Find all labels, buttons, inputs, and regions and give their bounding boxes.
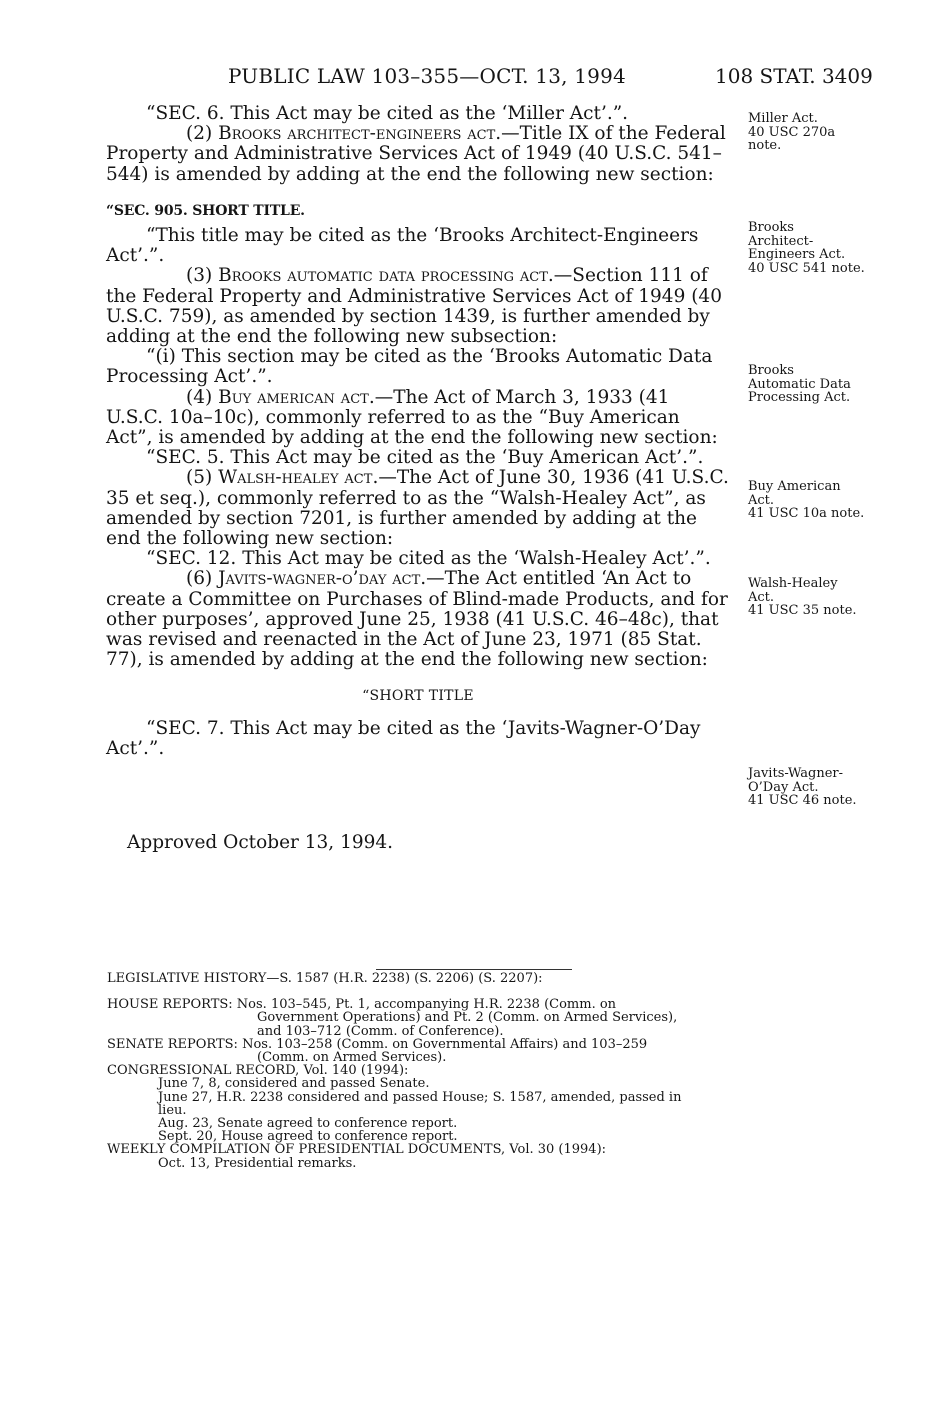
walsh-healey-section: “SEC. 12. This Act may be cited as the ‘Walsh-Healey Act’.”. [146, 548, 711, 570]
margin-note-line: note. [748, 138, 782, 153]
congressional-record-entry: June 27, H.R. 2238 considered and passed House; S. 1587, amended, passed in [158, 1089, 682, 1105]
sec-905-text: “This title may be cited as the ‘Brooks Architect-Engineers Act’.”. [106, 225, 699, 267]
brooks-ae-paragraph [106, 124, 730, 185]
buy-american-paragraph [106, 388, 730, 449]
senate-reports-line: SENATE REPORTS: Nos. 103–258 (Comm. on Governmental Affairs) and 103–259 [107, 1036, 648, 1052]
margin-note-line: Javits-Wagner- [748, 766, 844, 781]
miller-act-section: “SEC. 6. This Act may be cited as the ‘Miller Act’.”. [146, 103, 629, 124]
statute-body [106, 104, 730, 759]
margin-note-line: 40 USC 270a [748, 124, 836, 140]
margin-note-line: O’Day Act. [748, 779, 819, 795]
paragraph-text: .—The Act entitled ‘An Act to create a Committee on Purchases of Blind-made Products, and for other purposes’, approved June 25, 1938 (41 U.S.C. 46–48c), that was revised and reenacted in the Act of June 23, 1971 (85 Stat. 77), is amended by adding at the end the following new section: [106, 568, 728, 671]
margin-note-line: Brooks [748, 220, 794, 235]
running-head-title: PUBLIC LAW 103–355—OCT. 13, 1994 [228, 64, 626, 88]
margin-note-miller [748, 112, 898, 153]
legislative-history-title: LEGISLATIVE HISTORY—S. 1587 (H.R. 2238) (S. 2206) (S. 2207): [107, 971, 543, 986]
paragraph-number: (4) [186, 386, 219, 408]
brooks-adp-paragraph [106, 266, 730, 347]
margin-note-brooks-ae [748, 221, 898, 275]
margin-note-walsh-healey [748, 577, 898, 618]
paragraph-number: (3) [186, 265, 219, 287]
short-title-heading: “SHORT TITLE [362, 688, 474, 705]
legislative-history [107, 972, 747, 1170]
walsh-healey-paragraph [106, 468, 730, 549]
paragraph-text: .—Section 111 of the Federal Property and Administrative Services Act of 1949 (40 U.S.C. 759), as amended by section 1439, is further amended by adding at the end the following new subsection: [106, 265, 722, 348]
congressional-record-entry: Aug. 23, Senate agreed to conference report. [158, 1116, 458, 1132]
paragraph-number: (6) [186, 568, 219, 590]
javits-paragraph [106, 569, 730, 670]
congressional-record-entry: lieu. [158, 1102, 187, 1118]
weekly-compilation-line: WEEKLY COMPILATION OF PRESIDENTIAL DOCUMENTS, Vol. 30 (1994): [107, 1142, 607, 1158]
paragraph-text: .—The Act of June 30, 1936 (41 U.S.C. 35 et seq.), commonly referred to as the “Walsh-Healey Act”, as amended by section 7201, is further amended by adding at the end the following new section: [106, 467, 729, 550]
paragraph-heading: Brooks architect-engineers act [218, 123, 496, 145]
paragraph-heading: Buy american act [218, 386, 369, 408]
paragraph-heading: Brooks automatic data processing act [218, 265, 548, 287]
margin-note-brooks-adp [748, 364, 898, 405]
congressional-record-line: CONGRESSIONAL RECORD, Vol. 140 (1994): [107, 1063, 409, 1079]
margin-note-line: 41 USC 46 note. [748, 793, 857, 808]
paragraph-number: (5) [186, 467, 219, 489]
buy-american-section: “SEC. 5. This Act may be cited as the ‘Buy American Act’.”. [146, 447, 704, 469]
paragraph-text: .—The Act of March 3, 1933 (41 U.S.C. 10a–10c), commonly referred to as the “Buy American Act”, is amended by adding at the end the following new section: [106, 386, 718, 449]
margin-note-line: Architect- [748, 233, 814, 249]
congressional-record-entry: June 7, 8, considered and passed Senate. [158, 1076, 430, 1092]
footnote-rule [376, 969, 572, 970]
margin-note-line: Buy American [748, 479, 841, 494]
congressional-record-entry: Sept. 20, House agreed to conference report. [158, 1129, 458, 1145]
margin-note-line: Automatic Data [748, 376, 851, 392]
margin-note-line: Miller Act. [748, 111, 818, 126]
margin-note-line: Walsh-Healey [748, 576, 838, 591]
paragraph-number: (2) [186, 123, 219, 145]
margin-note-line: 41 USC 35 note. [748, 603, 857, 618]
margin-note-line: 41 USC 10a note. [748, 506, 865, 521]
running-head-stat-page: 108 STAT. 3409 [715, 64, 873, 88]
javits-section: “SEC. 7. This Act may be cited as the ‘Javits-Wagner-O’Day Act’.”. [106, 717, 701, 759]
house-reports-line: HOUSE REPORTS: Nos. 103–545, Pt. 1, accompanying H.R. 2238 (Comm. on [107, 997, 617, 1013]
margin-note-buy-american [748, 480, 898, 521]
senate-reports-line: (Comm. on Armed Services). [257, 1050, 447, 1066]
house-reports-line: Government Operations) and Pt. 2 (Comm. on Armed Services), [257, 1010, 678, 1026]
margin-note-line: 40 USC 541 note. [748, 260, 865, 276]
paragraph-heading: Walsh-healey act [218, 467, 373, 489]
margin-note-line: Act. [748, 589, 775, 605]
margin-note-line: Brooks [748, 363, 794, 378]
margin-note-line: Engineers Act. [748, 247, 846, 262]
paragraph-heading: Javits-wagner-o’day act [218, 568, 421, 590]
weekly-compilation-entry: Oct. 13, Presidential remarks. [158, 1155, 357, 1171]
brooks-adp-subsection: “(i) This section may be cited as the ‘Brooks Automatic Data Processing Act’.”. [106, 346, 713, 388]
margin-note-line: Processing Act. [748, 390, 851, 405]
margin-note-javits [748, 767, 898, 808]
sec-905-heading: “SEC. 905. SHORT TITLE. [106, 202, 305, 219]
margin-note-line: Act. [748, 492, 775, 508]
paragraph-text: .—Title IX of the Federal Property and Administrative Services Act of 1949 (40 U.S.C. 541–544) is amended by adding at the end the following new section: [106, 123, 726, 185]
approval-date: Approved October 13, 1994. [127, 832, 394, 853]
house-reports-line: and 103–712 (Comm. of Conference). [257, 1023, 504, 1039]
